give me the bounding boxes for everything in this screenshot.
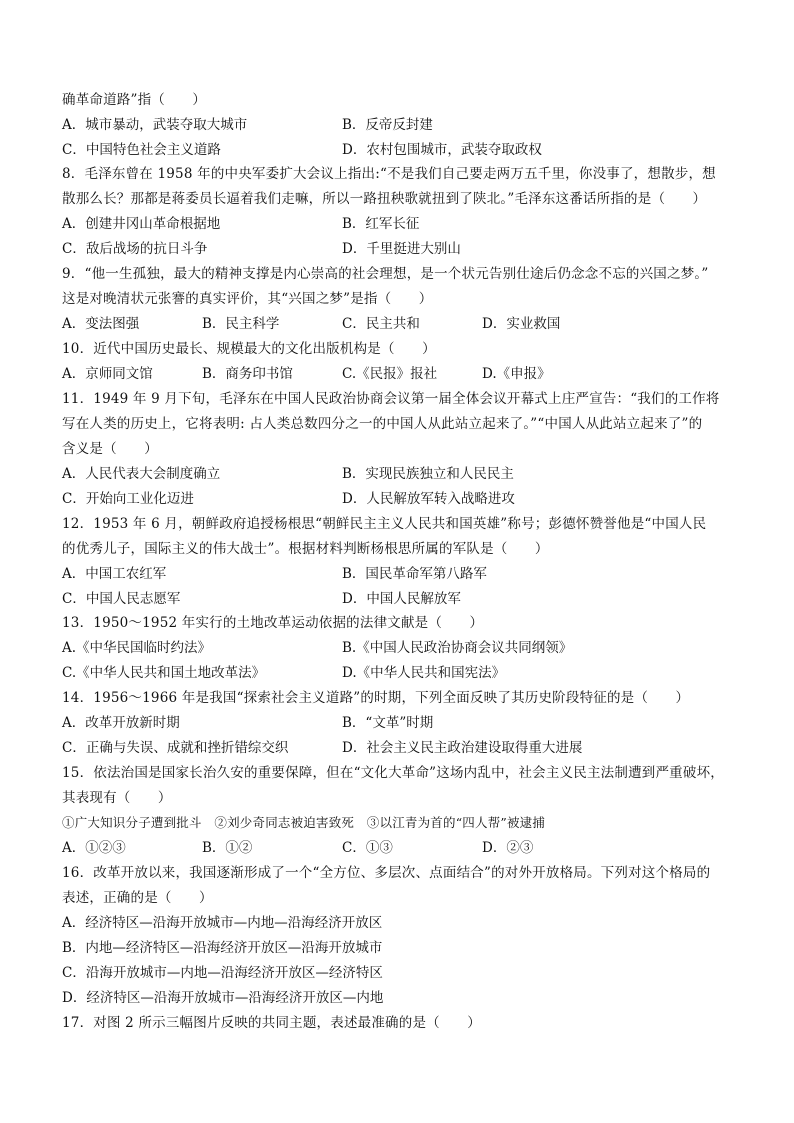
q14-option-a: A．改革开放新时期	[62, 715, 180, 731]
q11-option-b: B．实现民族独立和人民民主	[342, 466, 514, 482]
q11-option-c: C．开始向工业化迈进	[62, 491, 194, 507]
q10-option-a: A．京师同文馆	[62, 366, 153, 382]
q8-option-c: C．敌后战场的抗日斗争	[62, 241, 208, 257]
q9-option-b: B．民主科学	[202, 316, 280, 332]
q7-option-d: D．农村包围城市，武装夺取政权	[342, 142, 542, 158]
question-14: 14．1956～1966 年是我国“探索社会主义道路”的时期，下列全面反映了其历史阶段特征的是（ ）	[62, 690, 690, 706]
question-9-line-2: 这是对晚清状元张謇的真实评价，其“兴国之梦”是指（ ）	[62, 291, 433, 307]
question-16-line-2: 表述，正确的是（ ）	[62, 890, 213, 906]
q15-option-d: D．②③	[482, 840, 534, 856]
q16-option-a: A．经济特区—沿海开放城市—内地—沿海经济开放区	[62, 915, 383, 931]
q13-option-b: B.《中国人民政治协商会议共同纲领》	[342, 640, 573, 656]
q15-option-b: B．①②	[202, 840, 253, 856]
question-9-line-1: 9．“他一生孤独，最大的精神支撑是内心崇高的社会理想，是一个状元告别仕途后仍念念不忘的兴国之梦。”	[62, 266, 709, 282]
q12-option-d: D．中国人民解放军	[342, 591, 461, 607]
q16-option-c: C．沿海开放城市—内地—沿海经济开放区—经济特区	[62, 965, 383, 981]
question-8-line-1: 8．毛泽东曾在 1958 年的中央军委扩大会议上指出:“不是我们自己要走两万五千里，你没事了，想散步，想	[62, 166, 716, 182]
q8-option-a: A．创建井冈山革命根据地	[62, 216, 221, 232]
q16-option-d: D．经济特区—沿海开放城市—沿海经济开放区—内地	[62, 990, 384, 1006]
q14-option-b: B．“文革”时期	[342, 715, 434, 731]
question-11-line-2: 写在人类的历史上，它将表明: 占人类总数四分之一的中国人从此站立起来了。”“中国人从此站立起来了”的	[62, 416, 703, 432]
q10-option-c: C.《民报》报社	[342, 366, 438, 382]
q11-option-a: A．人民代表大会制度确立	[62, 466, 221, 482]
q12-option-a: A．中国工农红军	[62, 566, 167, 582]
q7-option-b: B．反帝反封建	[342, 117, 433, 133]
q10-option-b: B．商务印书馆	[202, 366, 293, 382]
q15-option-a: A．①②③	[62, 840, 126, 856]
q14-option-c: C．正确与失误、成就和挫折错综交织	[62, 740, 289, 756]
question-15-statements: ①广大知识分子遭到批斗 ②刘少奇同志被迫害致死 ③以江青为首的“四人帮”被逮捕	[62, 815, 546, 830]
question-15-line-2: 其表现有（ ）	[62, 790, 172, 806]
question-11-line-1: 11．1949 年 9 月下旬，毛泽东在中国人民政治协商会议第一届全体会议开幕式上庄严宣告：“我们的工作将	[62, 391, 720, 407]
q15-option-c: C．①③	[342, 840, 393, 856]
q14-option-d: D．社会主义民主政治建设取得重大进展	[342, 740, 583, 756]
question-13: 13．1950～1952 年实行的土地改革运动依据的法律文献是（ ）	[62, 615, 484, 631]
question-11-line-3: 含义是（ ）	[62, 441, 158, 457]
q9-option-d: D．实业救国	[482, 316, 561, 332]
q9-option-c: C．民主共和	[342, 316, 420, 332]
q7-option-c: C．中国特色社会主义道路	[62, 142, 221, 158]
question-12-line-2: 的优秀儿子，国际主义的伟大战士”。根据材料判断杨根思所属的军队是（ ）	[62, 541, 549, 557]
question-15-line-1: 15．依法治国是国家长治久安的重要保障，但在“文化大革命”这场内乱中，社会主义民主法制遭到严重破坏，	[62, 765, 724, 781]
question-17: 17．对图 2 所示三幅图片反映的共同主题，表述最准确的是（ ）	[62, 1015, 481, 1031]
question-16-line-1: 16．改革开放以来，我国逐渐形成了一个“全方位、多层次、点面结合”的对外开放格局。下列对这个格局的	[62, 865, 711, 881]
q10-option-d: D.《申报》	[482, 366, 551, 382]
question-7-stem-end: 确革命道路”指（ ）	[62, 92, 207, 108]
q8-option-b: B．红军长征	[342, 216, 420, 232]
q12-option-b: B．国民革命军第八路军	[342, 566, 487, 582]
q13-option-c: C.《中华人民共和国土地改革法》	[62, 665, 266, 681]
question-8-line-2: 散那么长？那都是蒋委员长逼着我们走嘛，所以一路扭秧歌就扭到了陕北。”毛泽东这番话所指的是（ ）	[62, 191, 707, 207]
q16-option-b: B．内地—经济特区—沿海经济开放区—沿海开放城市	[62, 940, 383, 956]
q12-option-c: C．中国人民志愿军	[62, 591, 181, 607]
q13-option-d: D.《中华人民共和国宪法》	[342, 665, 506, 681]
q11-option-d: D．人民解放军转入战略进攻	[342, 491, 515, 507]
question-12-line-1: 12．1953 年 6 月，朝鲜政府追授杨根思“朝鲜民主主义人民共和国英雄”称号；彭德怀赞誉他是“中国人民	[62, 516, 707, 532]
q9-option-a: A．变法图强	[62, 316, 140, 332]
question-10: 10．近代中国历史最长、规模最大的文化出版机构是（ ）	[62, 341, 436, 357]
q8-option-d: D．千里挺进大别山	[342, 241, 461, 257]
q7-option-a: A．城市暴动，武装夺取大城市	[62, 117, 248, 133]
q13-option-a: A.《中华民国临时约法》	[62, 640, 212, 656]
